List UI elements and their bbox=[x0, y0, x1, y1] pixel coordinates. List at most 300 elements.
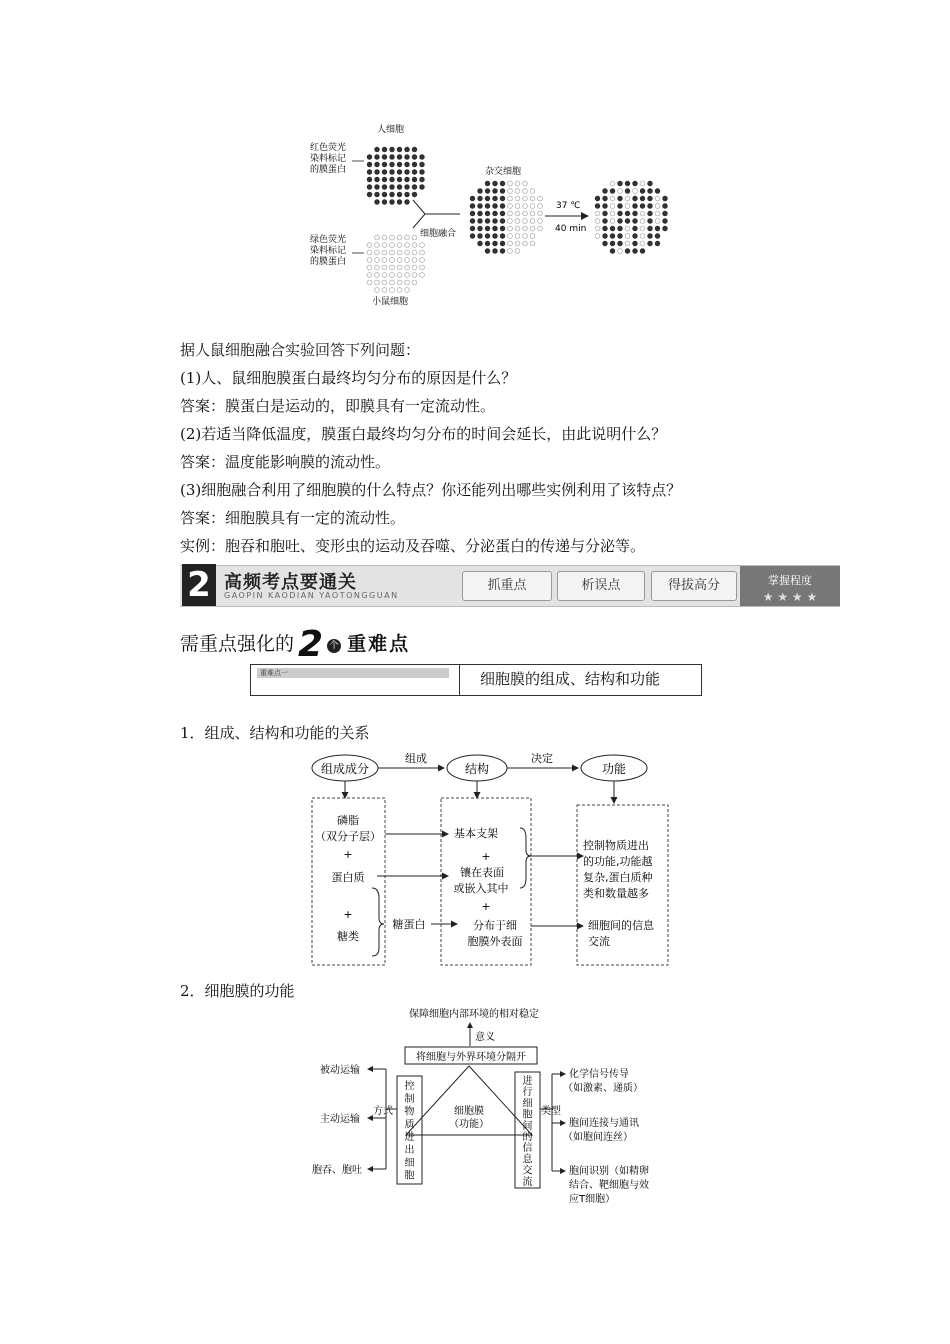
red-protein-dot bbox=[412, 185, 417, 190]
red-protein-dot bbox=[603, 226, 608, 231]
plus-1: + bbox=[343, 848, 353, 861]
red-protein-dot bbox=[633, 219, 638, 224]
green-protein-dot bbox=[640, 219, 645, 224]
green-protein-dot bbox=[405, 243, 410, 248]
red-protein-dot bbox=[625, 189, 630, 194]
green-protein-dot bbox=[625, 204, 630, 209]
red-protein-dot bbox=[390, 170, 395, 175]
answer-3: 答案：细胞膜具有一定的流动性。 bbox=[180, 509, 406, 527]
red-protein-dot bbox=[390, 147, 395, 152]
red-protein-dot bbox=[625, 249, 630, 254]
red-protein-dot bbox=[397, 177, 402, 182]
red-protein-dot bbox=[663, 211, 668, 216]
green-protein-dot bbox=[625, 241, 630, 246]
green-protein-dot bbox=[508, 241, 513, 246]
red-protein-dot bbox=[500, 241, 505, 246]
red-protein-dot bbox=[648, 204, 653, 209]
green-protein-dot bbox=[420, 243, 425, 248]
red-protein-dot bbox=[367, 155, 372, 160]
green-protein-dot bbox=[508, 181, 513, 186]
green-protein-dot bbox=[633, 189, 638, 194]
red-protein-dot bbox=[493, 196, 498, 201]
green-protein-dot bbox=[382, 288, 387, 293]
compose-arrow-label: 组成 bbox=[405, 752, 427, 765]
stability-text: 保障细胞内部环境的相对稳定 bbox=[409, 1009, 539, 1020]
green-protein-dot bbox=[405, 258, 410, 263]
green-protein-dot bbox=[538, 204, 543, 209]
red-protein-dot bbox=[618, 219, 623, 224]
red-protein-dot bbox=[390, 177, 395, 182]
time-label: 40 min bbox=[555, 224, 587, 234]
red-protein-dot bbox=[603, 241, 608, 246]
red-protein-dot bbox=[375, 155, 380, 160]
red-protein-dot bbox=[618, 196, 623, 201]
green-protein-dot bbox=[508, 204, 513, 209]
green-protein-dot bbox=[523, 234, 528, 239]
green-protein-dot bbox=[397, 288, 402, 293]
function-text-4: 类和数量越多 bbox=[583, 887, 649, 900]
red-protein-dot bbox=[640, 249, 645, 254]
outer-surface-1: 分布于细 bbox=[473, 919, 517, 932]
red-protein-dot bbox=[493, 249, 498, 254]
temperature-label: 37 ℃ bbox=[556, 201, 581, 211]
green-protein-dot bbox=[530, 226, 535, 231]
embedded-1: 镶在表面 bbox=[460, 866, 504, 879]
red-protein-dot bbox=[470, 234, 475, 239]
red-protein-dot bbox=[625, 211, 630, 216]
red-protein-dot bbox=[640, 196, 645, 201]
red-protein-dot bbox=[375, 200, 380, 205]
green-protein-dot bbox=[367, 243, 372, 248]
red-protein-dot bbox=[470, 211, 475, 216]
keypoint-tag: 重难点一 bbox=[257, 668, 449, 678]
red-protein-dot bbox=[648, 181, 653, 186]
red-protein-dot bbox=[485, 196, 490, 201]
components-label: 组成成分 bbox=[320, 762, 370, 776]
red-protein-dot bbox=[595, 204, 600, 209]
red-protein-dot bbox=[405, 162, 410, 167]
green-protein-dot bbox=[640, 234, 645, 239]
mastery-level bbox=[740, 566, 840, 606]
red-protein-dot bbox=[485, 249, 490, 254]
red-protein-dot bbox=[420, 155, 425, 160]
green-protein-dot bbox=[595, 211, 600, 216]
red-protein-dot bbox=[412, 177, 417, 182]
red-protein-dot bbox=[500, 204, 505, 209]
emphasis-ge: 个 bbox=[327, 639, 341, 653]
red-protein-dot bbox=[663, 219, 668, 224]
green-protein-dot bbox=[538, 211, 543, 216]
phospholipid: 磷脂 bbox=[337, 814, 359, 827]
red-protein-dot bbox=[382, 147, 387, 152]
mastery-label: 掌握程度 bbox=[768, 574, 812, 587]
key-points-button[interactable]: 抓重点 bbox=[462, 571, 552, 601]
center-label-2: （功能） bbox=[449, 1119, 489, 1130]
red-label-line2: 染料标记 bbox=[310, 154, 347, 164]
red-protein-dot bbox=[648, 219, 653, 224]
red-protein-dot bbox=[420, 177, 425, 182]
red-protein-dot bbox=[610, 234, 615, 239]
red-protein-dot bbox=[633, 211, 638, 216]
green-protein-dot bbox=[530, 211, 535, 216]
red-protein-dot bbox=[618, 211, 623, 216]
red-protein-dot bbox=[603, 219, 608, 224]
red-protein-dot bbox=[412, 192, 417, 197]
function-text-2: 的功能,功能越 bbox=[583, 855, 653, 868]
red-protein-dot bbox=[655, 234, 660, 239]
green-protein-dot bbox=[367, 250, 372, 255]
green-protein-dot bbox=[390, 265, 395, 270]
red-protein-dot bbox=[655, 226, 660, 231]
green-protein-dot bbox=[382, 273, 387, 278]
green-protein-dot bbox=[405, 288, 410, 293]
red-protein-dot bbox=[633, 226, 638, 231]
section-banner bbox=[180, 565, 840, 607]
red-protein-dot bbox=[610, 241, 615, 246]
red-protein-dot bbox=[367, 185, 372, 190]
red-protein-dot bbox=[390, 192, 395, 197]
red-protein-dot bbox=[618, 234, 623, 239]
red-protein-dot bbox=[618, 181, 623, 186]
red-protein-dot bbox=[618, 226, 623, 231]
green-protein-dot bbox=[405, 280, 410, 285]
red-protein-dot bbox=[610, 249, 615, 254]
green-protein-dot bbox=[390, 250, 395, 255]
green-protein-dot bbox=[538, 226, 543, 231]
red-protein-dot bbox=[478, 226, 483, 231]
green-protein-dot bbox=[390, 243, 395, 248]
sugar: 糖类 bbox=[337, 930, 359, 943]
red-protein-dot bbox=[405, 147, 410, 152]
signal-text: 进行细胞间的信息交流 bbox=[522, 1076, 533, 1188]
green-protein-dot bbox=[515, 249, 520, 254]
red-protein-dot bbox=[493, 211, 498, 216]
red-protein-dot bbox=[500, 249, 505, 254]
red-protein-dot bbox=[382, 185, 387, 190]
green-label-line3: 的膜蛋白 bbox=[310, 257, 347, 267]
green-protein-dot bbox=[640, 226, 645, 231]
red-protein-dot bbox=[397, 185, 402, 190]
section-1-heading: 1．组成、结构和功能的关系 bbox=[180, 724, 370, 742]
control-transport-text: 控制物质进出细胞 bbox=[404, 1081, 415, 1182]
red-protein-dot bbox=[470, 219, 475, 224]
glycoprotein: 糖蛋白 bbox=[392, 918, 426, 931]
red-protein-dot bbox=[382, 192, 387, 197]
active-transport: 主动运输 bbox=[320, 1114, 360, 1125]
red-protein-dot bbox=[382, 200, 387, 205]
green-protein-dot bbox=[538, 196, 543, 201]
way-label: 方式 bbox=[373, 1106, 393, 1117]
function-label: 功能 bbox=[601, 762, 627, 776]
red-protein-dot bbox=[397, 200, 402, 205]
red-protein-dot bbox=[478, 241, 483, 246]
red-protein-dot bbox=[663, 196, 668, 201]
green-protein-dot bbox=[508, 234, 513, 239]
green-protein-dot bbox=[508, 196, 513, 201]
red-protein-dot bbox=[397, 170, 402, 175]
green-protein-dot bbox=[405, 265, 410, 270]
green-protein-dot bbox=[610, 196, 615, 201]
membrane-function-diagram bbox=[310, 1004, 685, 1216]
green-protein-dot bbox=[508, 226, 513, 231]
mastery-stars: ★ ★ ★ ★ bbox=[762, 590, 818, 604]
red-protein-dot bbox=[493, 234, 498, 239]
green-protein-dot bbox=[397, 243, 402, 248]
red-protein-dot bbox=[470, 196, 475, 201]
red-protein-dot bbox=[405, 192, 410, 197]
red-protein-dot bbox=[603, 204, 608, 209]
green-protein-dot bbox=[515, 226, 520, 231]
green-protein-dot bbox=[640, 181, 645, 186]
green-protein-dot bbox=[655, 219, 660, 224]
green-protein-dot bbox=[382, 280, 387, 285]
green-protein-dot bbox=[515, 234, 520, 239]
green-protein-dot bbox=[515, 181, 520, 186]
red-protein-dot bbox=[603, 234, 608, 239]
red-protein-dot bbox=[633, 241, 638, 246]
hybrid-cell bbox=[470, 181, 542, 253]
function-text-6: 交流 bbox=[588, 935, 610, 948]
answer-2: 答案：温度能影响膜的流动性。 bbox=[180, 453, 391, 471]
green-protein-dot bbox=[382, 235, 387, 240]
green-protein-dot bbox=[382, 258, 387, 263]
green-protein-dot bbox=[508, 219, 513, 224]
embedded-2: 或嵌入其中 bbox=[453, 882, 509, 895]
red-protein-dot bbox=[382, 155, 387, 160]
green-protein-dot bbox=[390, 288, 395, 293]
red-protein-dot bbox=[500, 181, 505, 186]
green-protein-dot bbox=[515, 204, 520, 209]
red-protein-dot bbox=[485, 211, 490, 216]
red-protein-dot bbox=[500, 226, 505, 231]
red-protein-dot bbox=[603, 189, 608, 194]
red-protein-dot bbox=[478, 219, 483, 224]
red-protein-dot bbox=[397, 192, 402, 197]
section-title: 高频考点要通关 bbox=[224, 572, 357, 593]
red-protein-dot bbox=[485, 189, 490, 194]
green-protein-dot bbox=[390, 258, 395, 263]
outer-surface-2: 胞膜外表面 bbox=[467, 935, 523, 948]
red-protein-dot bbox=[500, 196, 505, 201]
red-protein-dot bbox=[470, 226, 475, 231]
red-protein-dot bbox=[390, 162, 395, 167]
green-protein-dot bbox=[397, 235, 402, 240]
green-protein-dot bbox=[375, 288, 380, 293]
green-protein-dot bbox=[375, 235, 380, 240]
green-protein-dot bbox=[412, 235, 417, 240]
green-protein-dot bbox=[412, 265, 417, 270]
chemical-signal-1: 化学信号传导 bbox=[569, 1069, 629, 1080]
red-protein-dot bbox=[500, 234, 505, 239]
red-protein-dot bbox=[420, 170, 425, 175]
green-protein-dot bbox=[412, 243, 417, 248]
red-protein-dot bbox=[610, 189, 615, 194]
green-protein-dot bbox=[382, 250, 387, 255]
red-protein-dot bbox=[633, 249, 638, 254]
function-text-5: 细胞间的信息 bbox=[588, 919, 654, 932]
type-label: 类型 bbox=[541, 1106, 561, 1117]
red-protein-dot bbox=[367, 192, 372, 197]
green-protein-dot bbox=[367, 258, 372, 263]
section-pinyin: GAOPIN KAODIAN YAOTONGGUAN bbox=[224, 591, 399, 600]
red-protein-dot bbox=[633, 234, 638, 239]
red-protein-dot bbox=[663, 204, 668, 209]
green-protein-dot bbox=[523, 241, 528, 246]
structure-label: 结构 bbox=[464, 762, 490, 776]
green-protein-dot bbox=[530, 234, 535, 239]
green-protein-dot bbox=[397, 273, 402, 278]
red-protein-dot bbox=[633, 181, 638, 186]
red-protein-dot bbox=[382, 177, 387, 182]
cell-recognition-2: 结合、靶细胞与效 bbox=[569, 1180, 649, 1191]
red-protein-dot bbox=[493, 181, 498, 186]
green-protein-dot bbox=[515, 189, 520, 194]
green-protein-dot bbox=[420, 258, 425, 263]
emphasis-heading bbox=[180, 624, 410, 665]
red-protein-dot bbox=[412, 155, 417, 160]
green-protein-dot bbox=[382, 243, 387, 248]
red-protein-dot bbox=[663, 226, 668, 231]
red-protein-dot bbox=[470, 204, 475, 209]
red-protein-dot bbox=[603, 196, 608, 201]
basic-scaffold: 基本支架 bbox=[454, 827, 498, 840]
red-protein-dot bbox=[603, 211, 608, 216]
red-protein-dot bbox=[478, 204, 483, 209]
keypoint-tag-cell bbox=[251, 665, 460, 695]
red-protein-dot bbox=[500, 189, 505, 194]
keypoint-table bbox=[250, 664, 702, 696]
red-protein-dot bbox=[390, 155, 395, 160]
green-protein-dot bbox=[523, 226, 528, 231]
red-protein-dot bbox=[375, 185, 380, 190]
emphasis-post: 重难点 bbox=[347, 633, 411, 655]
chemical-signal-2: （如激素、递质） bbox=[563, 1083, 643, 1094]
red-protein-dot bbox=[412, 162, 417, 167]
green-protein-dot bbox=[412, 273, 417, 278]
green-protein-dot bbox=[523, 204, 528, 209]
green-protein-dot bbox=[523, 181, 528, 186]
red-protein-dot bbox=[633, 196, 638, 201]
red-protein-dot bbox=[500, 219, 505, 224]
green-protein-dot bbox=[655, 204, 660, 209]
green-protein-dot bbox=[508, 211, 513, 216]
red-protein-dot bbox=[375, 170, 380, 175]
green-protein-dot bbox=[595, 226, 600, 231]
green-protein-dot bbox=[390, 235, 395, 240]
mouse-cell-label: 小鼠细胞 bbox=[372, 297, 409, 307]
plus-4: + bbox=[481, 900, 491, 913]
intro-text: 据人鼠细胞融合实验回答下列问题： bbox=[180, 341, 421, 359]
red-protein-dot bbox=[640, 189, 645, 194]
red-protein-dot bbox=[500, 211, 505, 216]
green-protein-dot bbox=[515, 219, 520, 224]
center-label-1: 细胞膜 bbox=[454, 1106, 484, 1117]
plus-3: + bbox=[481, 850, 491, 863]
green-protein-dot bbox=[610, 219, 615, 224]
endo-exocytosis: 胞吞、胞吐 bbox=[312, 1165, 362, 1176]
green-protein-dot bbox=[397, 258, 402, 263]
protein: 蛋白质 bbox=[331, 871, 365, 884]
green-protein-dot bbox=[625, 234, 630, 239]
composition-structure-function-diagram bbox=[305, 748, 675, 970]
question-2: (2)若适当降低温度，膜蛋白最终均匀分布的时间会延长，由此说明什么？ bbox=[180, 425, 667, 443]
high-score-button[interactable]: 得拔高分 bbox=[651, 571, 737, 601]
green-protein-dot bbox=[412, 258, 417, 263]
green-protein-dot bbox=[420, 265, 425, 270]
cell-recognition-3: 应T细胞） bbox=[569, 1194, 616, 1205]
red-protein-dot bbox=[595, 196, 600, 201]
error-analysis-button[interactable]: 析误点 bbox=[557, 571, 645, 601]
red-protein-dot bbox=[493, 204, 498, 209]
green-protein-dot bbox=[375, 280, 380, 285]
green-protein-dot bbox=[397, 250, 402, 255]
green-protein-dot bbox=[412, 280, 417, 285]
green-protein-dot bbox=[515, 211, 520, 216]
red-protein-dot bbox=[493, 226, 498, 231]
green-protein-dot bbox=[610, 211, 615, 216]
mouse-cell bbox=[367, 235, 424, 292]
red-protein-dot bbox=[618, 204, 623, 209]
green-protein-dot bbox=[508, 189, 513, 194]
green-protein-dot bbox=[367, 273, 372, 278]
green-protein-dot bbox=[508, 249, 513, 254]
red-protein-dot bbox=[420, 162, 425, 167]
red-protein-dot bbox=[382, 170, 387, 175]
green-protein-dot bbox=[397, 265, 402, 270]
green-protein-dot bbox=[515, 196, 520, 201]
red-protein-dot bbox=[405, 170, 410, 175]
green-protein-dot bbox=[375, 258, 380, 263]
red-protein-dot bbox=[375, 192, 380, 197]
red-protein-dot bbox=[420, 185, 425, 190]
green-protein-dot bbox=[595, 219, 600, 224]
function-text-1: 控制物质进出 bbox=[583, 839, 649, 852]
cell-junction-1: 胞间连接与通讯 bbox=[569, 1118, 639, 1129]
green-protein-dot bbox=[538, 219, 543, 224]
green-protein-dot bbox=[390, 273, 395, 278]
function-text-3: 复杂,蛋白质种 bbox=[583, 871, 653, 884]
red-protein-dot bbox=[485, 226, 490, 231]
red-protein-dot bbox=[625, 181, 630, 186]
red-protein-dot bbox=[493, 219, 498, 224]
green-protein-dot bbox=[523, 189, 528, 194]
cell-junction-2: （如胞间连丝） bbox=[563, 1132, 633, 1143]
passive-transport: 被动运输 bbox=[320, 1065, 360, 1076]
red-protein-dot bbox=[405, 155, 410, 160]
red-protein-dot bbox=[382, 162, 387, 167]
red-protein-dot bbox=[655, 189, 660, 194]
red-protein-dot bbox=[412, 170, 417, 175]
red-protein-dot bbox=[397, 147, 402, 152]
red-protein-dot bbox=[493, 189, 498, 194]
red-protein-dot bbox=[478, 196, 483, 201]
red-protein-dot bbox=[375, 147, 380, 152]
red-protein-dot bbox=[648, 234, 653, 239]
red-protein-dot bbox=[655, 241, 660, 246]
green-protein-dot bbox=[375, 273, 380, 278]
red-protein-dot bbox=[648, 226, 653, 231]
red-protein-dot bbox=[478, 211, 483, 216]
red-label-line3: 的膜蛋白 bbox=[310, 165, 347, 175]
green-protein-dot bbox=[420, 250, 425, 255]
emphasis-number: 2 bbox=[298, 624, 324, 665]
human-cell bbox=[367, 147, 424, 204]
red-protein-dot bbox=[405, 185, 410, 190]
green-protein-dot bbox=[595, 234, 600, 239]
keypoint-title: 细胞膜的组成、结构和功能 bbox=[480, 670, 661, 688]
examples: 实例：胞吞和胞吐、变形虫的运动及吞噬、分泌蛋白的传递与分泌等。 bbox=[180, 537, 646, 555]
green-protein-dot bbox=[523, 219, 528, 224]
